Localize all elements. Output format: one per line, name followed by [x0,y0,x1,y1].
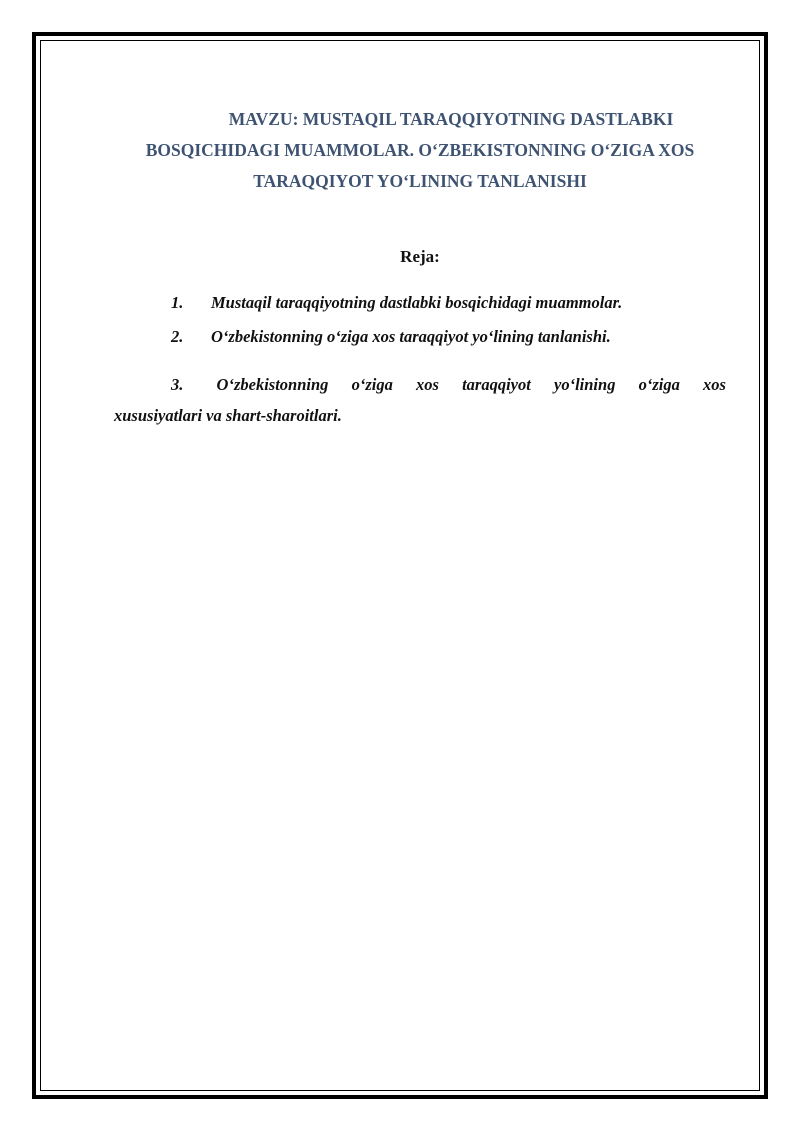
plan-item-word: o‘ziga [638,375,680,394]
title-line-3: TARAQQIYOT YO‘LINING TANLANISHI [253,171,587,191]
plan-item-word: taraqqiyot [462,375,531,394]
page-border-inner [40,40,760,1091]
plan-item-word: yo‘lining [554,375,616,394]
plan-heading: Reja: [400,247,440,266]
plan-item-text: O‘zbekistonning o‘ziga xos taraqqiyot yo‘lining tanlanishi. [211,327,611,346]
plan-item-word: o‘ziga [351,375,393,394]
plan-item-word: xos [416,375,439,394]
title-line-1: MAVZU: MUSTAQIL TARAQQIYOTNING DASTLABKI [228,109,674,129]
document-title [114,104,726,197]
plan-item-word: O‘zbekistonning [216,375,329,394]
plan-item-3-continuation: xususiyatlari va shart-sharoitlari. [114,406,342,425]
plan-item-number: 2. [171,327,184,346]
plan-item-number: 3. [171,375,184,394]
plan-item-number: 1. [171,293,184,312]
plan-item-text: Mustaqil taraqqiyotning dastlabki bosqichidagi muammolar. [211,293,623,312]
plan-item-3 [114,369,726,431]
plan-item-word: xos [703,375,726,394]
title-line-2: BOSQICHIDAGI MUAMMOLAR. O‘ZBEKISTONNING O‘ZIGA XOS [145,140,695,160]
plan-item-3-first-line [114,369,726,400]
